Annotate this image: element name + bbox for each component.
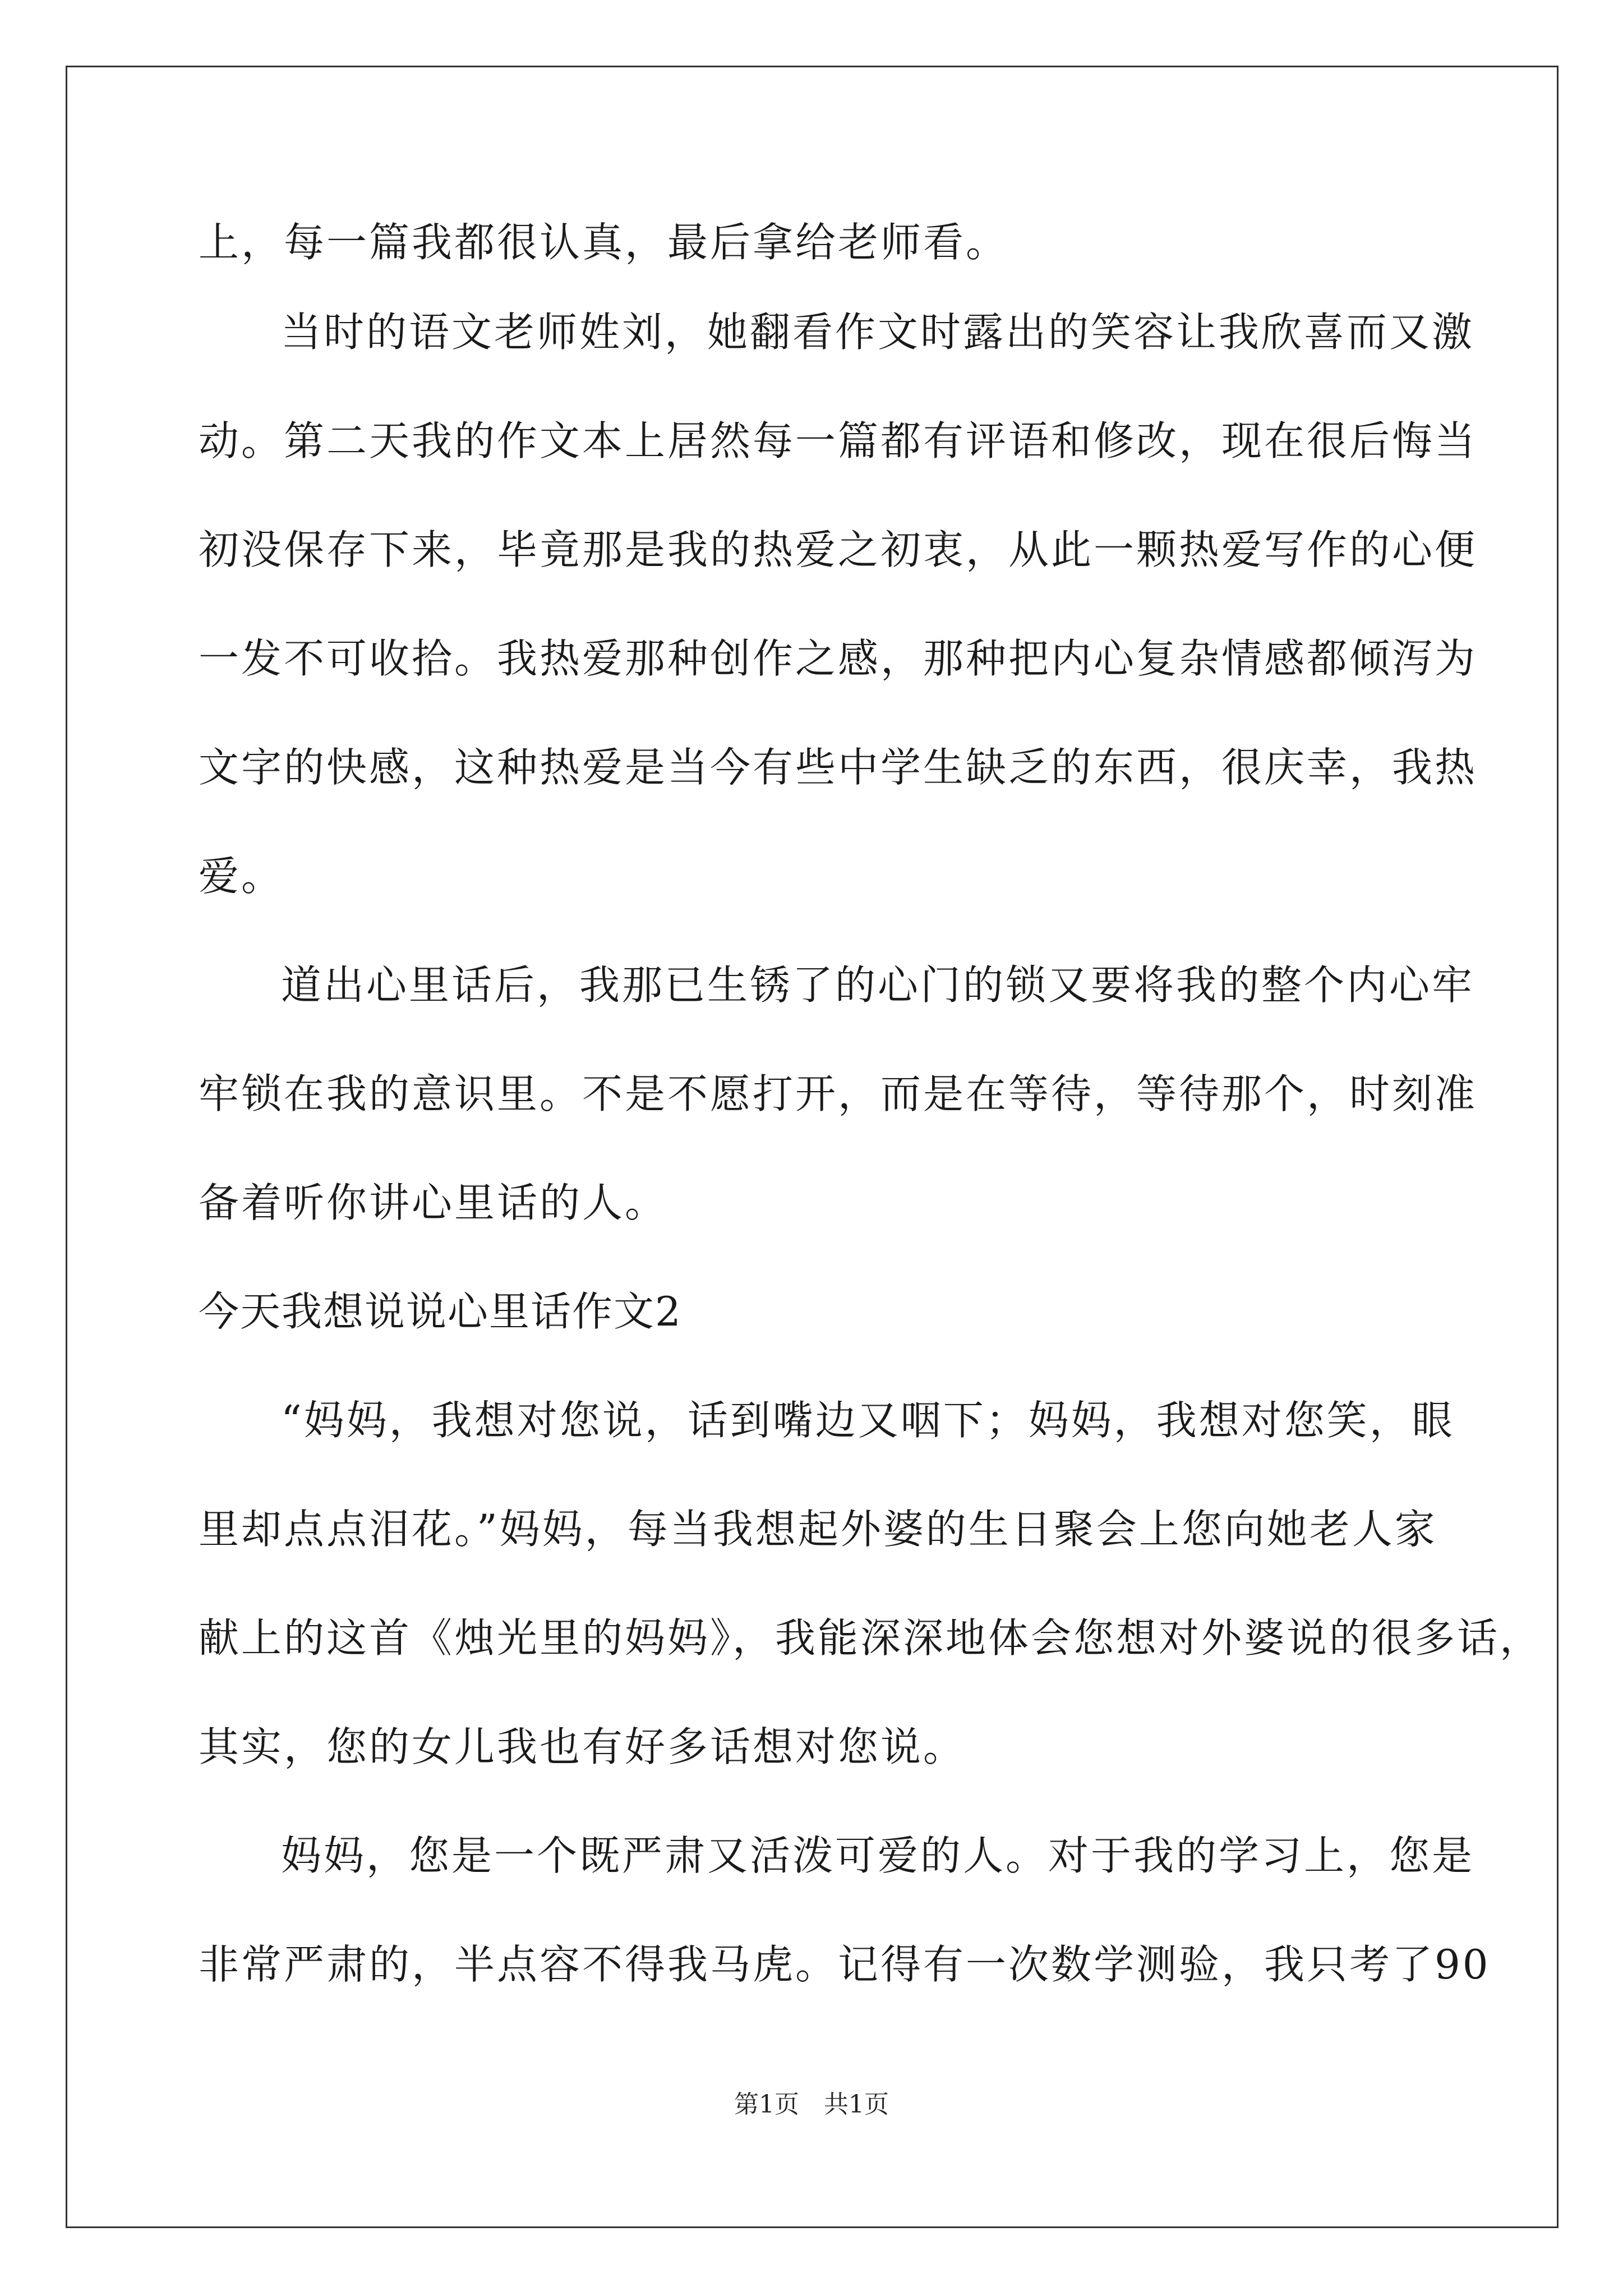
page-number-footer: 第1页 共1页 [734, 2090, 889, 2119]
text-line: 初没保存下来，毕竟那是我的热爱之初衷，从此一颗热爱写作的心便 [199, 526, 1478, 573]
text-line: 上，每一篇我都很认真，最后拿给老师看。 [199, 219, 1009, 266]
text-line: 非常严肃的，半点容不得我马虎。记得有一次数学测验，我只考了90 [199, 1941, 1491, 1988]
text-line: 牢锁在我的意识里。不是不愿打开，而是在等待，等待那个，时刻准 [199, 1070, 1478, 1117]
paragraph-start-line: 道出心里话后，我那已生锈了的心门的锁又要将我的整个内心牢 [281, 961, 1475, 1009]
text-line: 爱。 [199, 853, 284, 900]
text-line: 其实，您的女儿我也有好多话想对您说。 [199, 1723, 966, 1770]
text-line: 备着听你讲心里话的人。 [199, 1179, 668, 1226]
text-line: 里却点点泪花。”妈妈，每当我想起外婆的生日聚会上您向她老人家 [199, 1506, 1437, 1553]
paragraph-start-line: 当时的语文老师姓刘，她翻看作文时露出的笑容让我欣喜而又激 [281, 309, 1475, 356]
text-line: 动。第二天我的作文本上居然每一篇都有评语和修改，现在很后悔当 [199, 417, 1478, 464]
text-line: 一发不可收拾。我热爱那种创作之感，那种把内心复杂情感都倾泻为 [199, 635, 1478, 682]
section-title: 今天我想说说心里话作文2 [199, 1288, 682, 1335]
paragraph-start-line: “妈妈，我想对您说，话到嘴边又咽下；妈妈，我想对您笑，眼 [281, 1397, 1455, 1444]
paragraph-start-line: 妈妈，您是一个既严肃又活泼可爱的人。对于我的学习上，您是 [281, 1832, 1475, 1879]
document-body [199, 209, 1543, 2040]
text-line: 文字的快感，这种热爱是当今有些中学生缺乏的东西，很庆幸，我热 [199, 744, 1478, 791]
text-line: 献上的这首《烛光里的妈妈》，我能深深地体会您想对外婆说的很多话， [199, 1614, 1543, 1662]
